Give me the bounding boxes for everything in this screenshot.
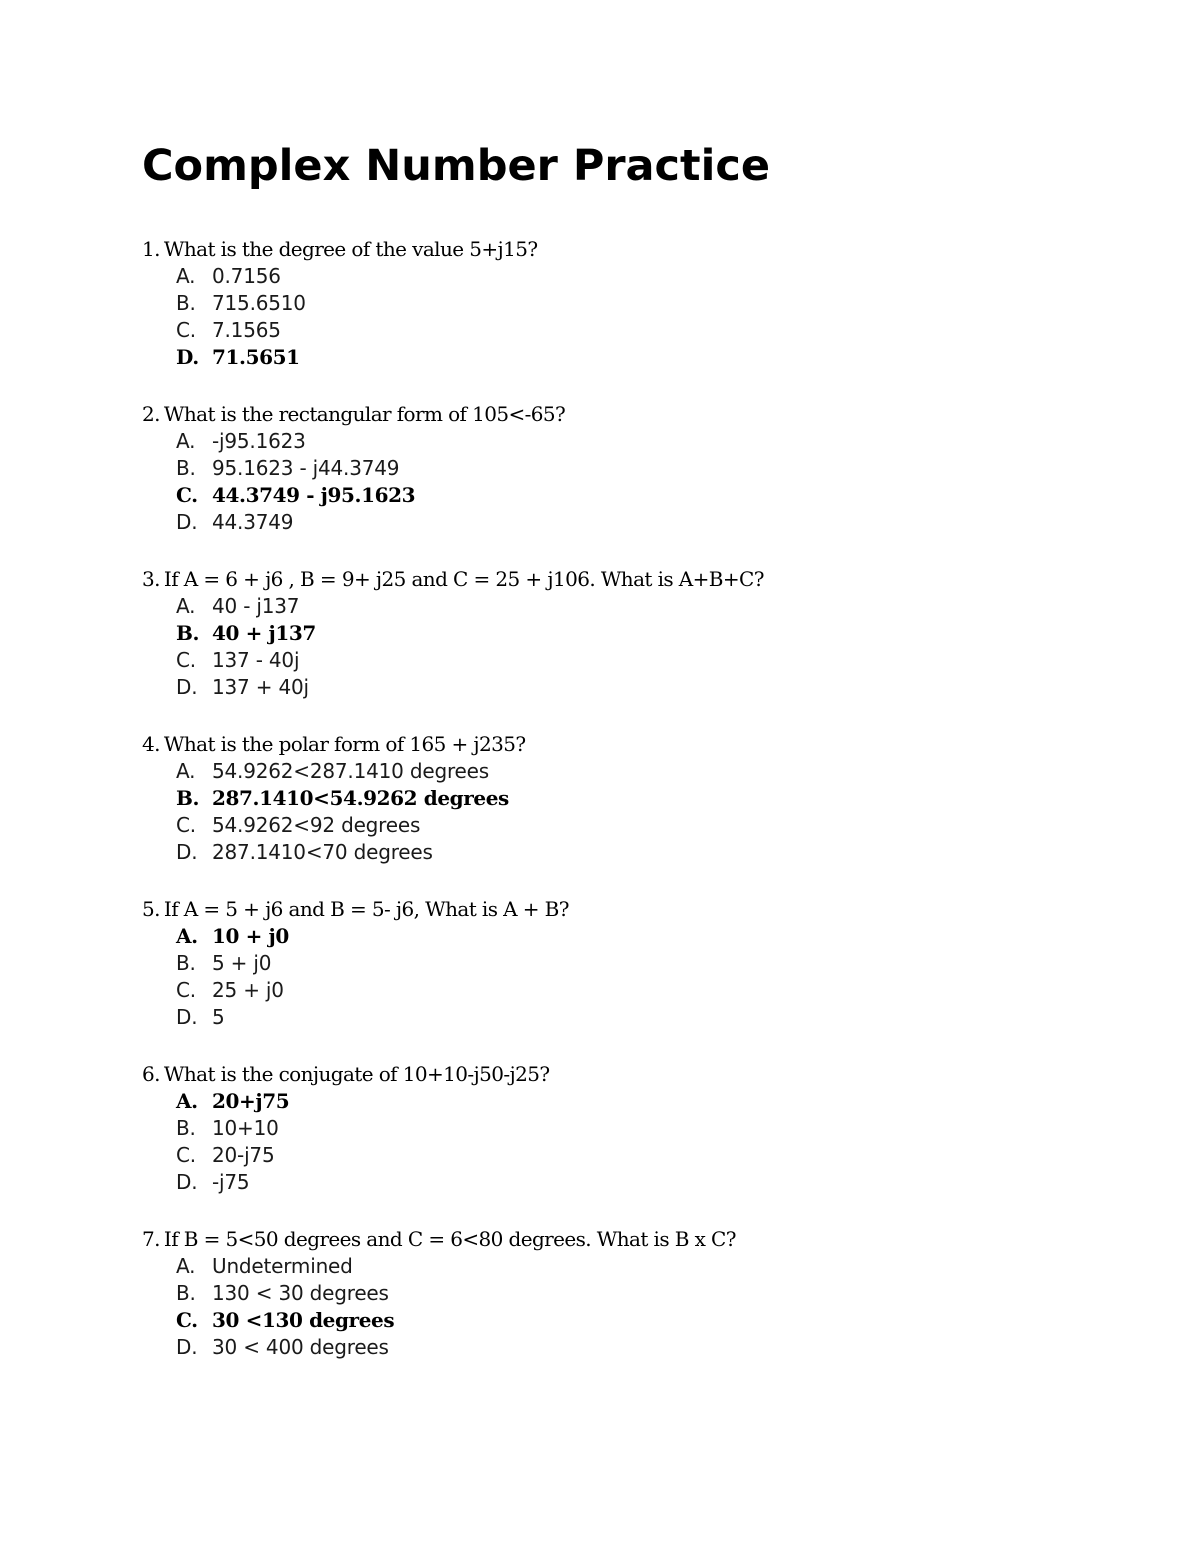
option-letter: A. — [176, 429, 196, 453]
option-letter: B. — [176, 1116, 196, 1140]
question-prompt: If A = 5 + j6 and B = 5- j6, What is A + B? — [163, 897, 569, 921]
answer-option — [142, 593, 1142, 620]
option-letter: B. — [176, 291, 196, 315]
question-item — [142, 896, 1142, 1031]
option-text: 5 + j0 — [212, 951, 272, 975]
option-letter: C. — [176, 1308, 198, 1332]
question-item — [142, 1226, 1142, 1361]
option-letter: B. — [176, 456, 196, 480]
option-letter: A. — [176, 1254, 196, 1278]
option-text: 137 - 40j — [212, 648, 300, 672]
option-letter: D. — [176, 1335, 198, 1359]
answer-option — [142, 317, 1142, 344]
question-prompt: If A = 6 + j6 , B = 9+ j25 and C = 25 + j106. What is A+B+C? — [163, 567, 764, 591]
option-text: 95.1623 - j44.3749 — [212, 456, 400, 480]
option-text: 0.7156 — [212, 264, 281, 288]
option-text: -j95.1623 — [212, 429, 306, 453]
answer-option — [142, 950, 1142, 977]
option-letter: A. — [176, 759, 196, 783]
question-text — [142, 1061, 1142, 1088]
question-item — [142, 1061, 1142, 1196]
question-item — [142, 401, 1142, 536]
option-text: 30 <130 degrees — [212, 1308, 395, 1332]
answer-option — [142, 263, 1142, 290]
answer-option — [142, 674, 1142, 701]
question-prompt: If B = 5<50 degrees and C = 6<80 degrees. What is B x C? — [163, 1227, 736, 1251]
answer-option — [142, 1253, 1142, 1280]
answer-option — [142, 290, 1142, 317]
question-number: 7. — [142, 1227, 160, 1251]
option-text: 10+10 — [212, 1116, 279, 1140]
question-text — [142, 236, 1142, 263]
answer-option-correct — [142, 482, 1142, 509]
option-text: 130 < 30 degrees — [212, 1281, 389, 1305]
answer-option-correct — [142, 344, 1142, 371]
answer-option-correct — [142, 785, 1142, 812]
answer-option — [142, 647, 1142, 674]
option-letter: A. — [176, 924, 198, 948]
answer-option — [142, 1115, 1142, 1142]
option-letter: B. — [176, 621, 200, 645]
question-text — [142, 731, 1142, 758]
option-text: 137 + 40j — [212, 675, 309, 699]
option-text: 25 + j0 — [212, 978, 284, 1002]
option-letter: B. — [176, 1281, 196, 1305]
option-letter: D. — [176, 840, 198, 864]
option-text: 287.1410<54.9262 degrees — [212, 786, 509, 810]
option-text: 54.9262<287.1410 degrees — [212, 759, 489, 783]
question-number: 2. — [142, 402, 160, 426]
option-text: Undetermined — [212, 1254, 353, 1278]
answer-option — [142, 1142, 1142, 1169]
question-number: 5. — [142, 897, 160, 921]
option-letter: C. — [176, 318, 196, 342]
answer-option-correct — [142, 1307, 1142, 1334]
answer-option — [142, 1280, 1142, 1307]
option-letter: C. — [176, 978, 196, 1002]
option-letter: B. — [176, 786, 200, 810]
answer-option-correct — [142, 923, 1142, 950]
question-number: 4. — [142, 732, 160, 756]
option-letter: D. — [176, 510, 198, 534]
question-number: 3. — [142, 567, 160, 591]
answer-option — [142, 977, 1142, 1004]
option-text: 5 — [212, 1005, 225, 1029]
option-text: 40 + j137 — [212, 621, 316, 645]
question-item — [142, 236, 1142, 371]
option-letter: D. — [176, 1005, 198, 1029]
answer-option — [142, 509, 1142, 536]
question-prompt: What is the degree of the value 5+j15? — [163, 237, 538, 261]
answer-option — [142, 758, 1142, 785]
option-letter: C. — [176, 648, 196, 672]
option-text: 7.1565 — [212, 318, 281, 342]
answer-option-correct — [142, 1088, 1142, 1115]
question-number: 6. — [142, 1062, 160, 1086]
option-letter: B. — [176, 951, 196, 975]
option-text: 44.3749 - j95.1623 — [212, 483, 416, 507]
question-prompt: What is the polar form of 165 + j235? — [163, 732, 526, 756]
question-prompt: What is the rectangular form of 105<-65? — [163, 402, 566, 426]
question-text — [142, 1226, 1142, 1253]
answer-option — [142, 812, 1142, 839]
question-prompt: What is the conjugate of 10+10-j50-j25? — [163, 1062, 550, 1086]
option-text: -j75 — [212, 1170, 250, 1194]
question-item — [142, 566, 1142, 701]
option-letter: A. — [176, 264, 196, 288]
option-letter: D. — [176, 1170, 198, 1194]
option-text: 71.5651 — [212, 345, 300, 369]
option-text: 287.1410<70 degrees — [212, 840, 433, 864]
option-text: 715.6510 — [212, 291, 306, 315]
option-letter: C. — [176, 813, 196, 837]
question-text — [142, 896, 1142, 923]
option-text: 10 + j0 — [212, 924, 289, 948]
answer-option — [142, 455, 1142, 482]
option-text: 40 - j137 — [212, 594, 300, 618]
option-text: 54.9262<92 degrees — [212, 813, 421, 837]
option-letter: D. — [176, 345, 199, 369]
option-letter: C. — [176, 1143, 196, 1167]
option-text: 44.3749 — [212, 510, 294, 534]
option-text: 20+j75 — [212, 1089, 290, 1113]
question-item — [142, 731, 1142, 866]
option-letter: A. — [176, 1089, 198, 1113]
answer-option-correct — [142, 620, 1142, 647]
question-list — [142, 236, 1142, 1391]
option-letter: C. — [176, 483, 198, 507]
question-text — [142, 401, 1142, 428]
question-text — [142, 566, 1142, 593]
option-letter: D. — [176, 675, 198, 699]
question-number: 1. — [142, 237, 160, 261]
option-text: 20-j75 — [212, 1143, 275, 1167]
page-title: Complex Number Practice — [142, 141, 770, 191]
option-letter: A. — [176, 594, 196, 618]
answer-option — [142, 1334, 1142, 1361]
answer-option — [142, 428, 1142, 455]
answer-option — [142, 1004, 1142, 1031]
answer-option — [142, 839, 1142, 866]
answer-option — [142, 1169, 1142, 1196]
option-text: 30 < 400 degrees — [212, 1335, 389, 1359]
